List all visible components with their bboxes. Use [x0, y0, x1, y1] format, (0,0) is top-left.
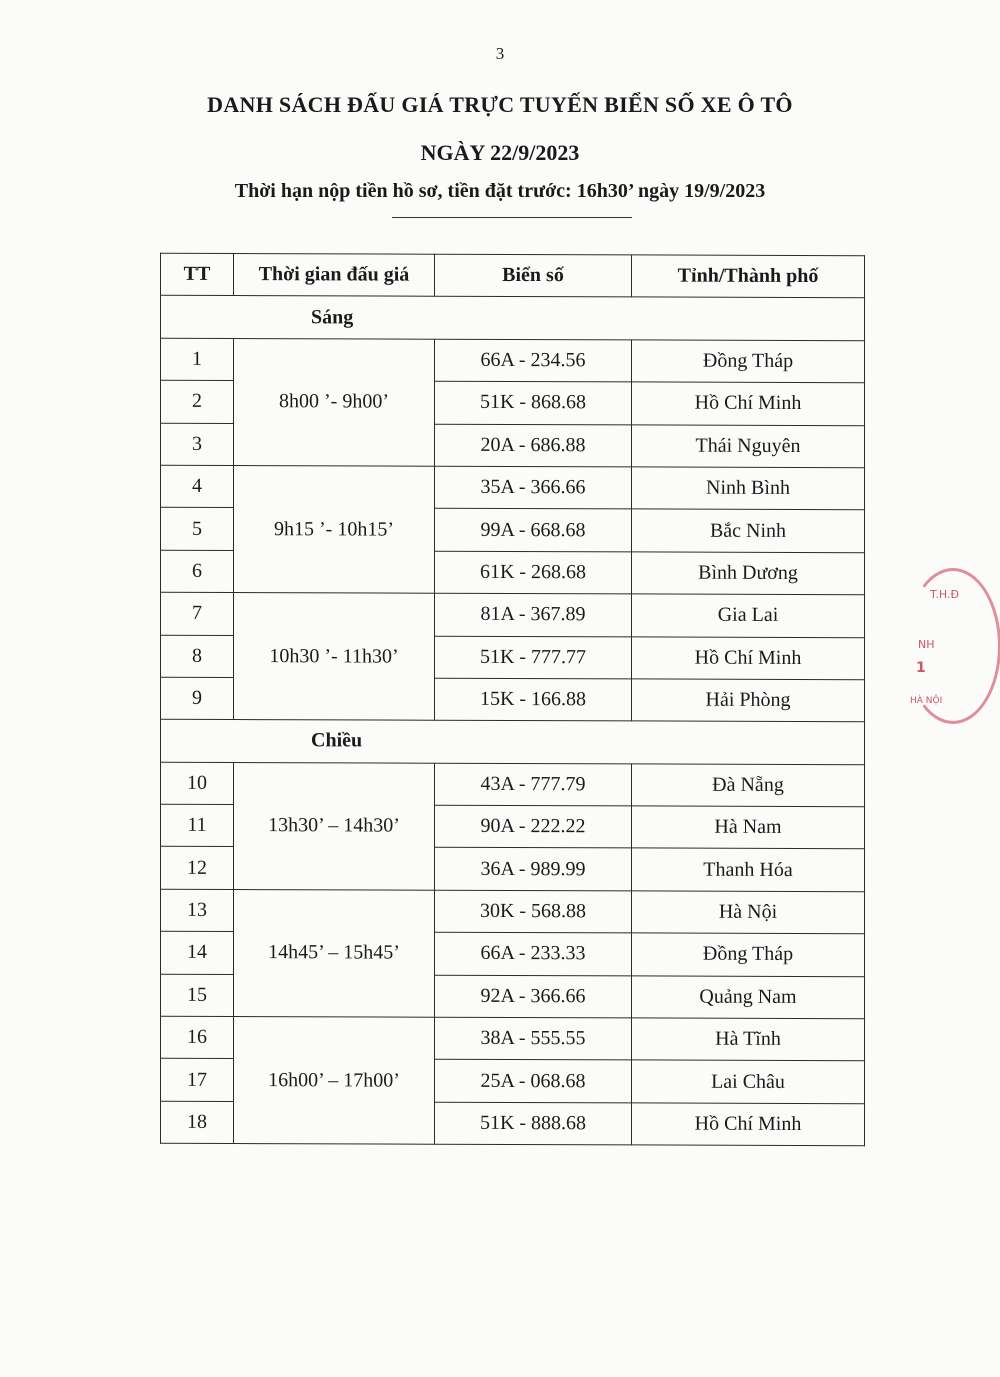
- cell-tt: 9: [161, 677, 234, 720]
- cell-time-slot: 10h30 ’- 11h30’: [234, 593, 435, 721]
- cell-plate: 99A - 668.68: [435, 509, 632, 552]
- deposit-deadline: Thời hạn nộp tiền hồ sơ, tiền đặt trước: 16h30’ ngày 19/9/2023: [234, 180, 766, 202]
- cell-tt: 3: [161, 423, 234, 466]
- cell-tt: 7: [161, 592, 234, 635]
- cell-province: Gia Lai: [632, 594, 865, 637]
- header-province: Tỉnh/Thành phố: [632, 255, 865, 298]
- cell-tt: 2: [161, 380, 234, 423]
- cell-time-slot: 8h00 ’- 9h00’: [234, 338, 435, 466]
- header-time: Thời gian đấu giá: [234, 254, 435, 297]
- cell-plate: 66A - 234.56: [435, 339, 632, 382]
- cell-province: Bắc Ninh: [632, 509, 865, 552]
- header-tt: TT: [161, 253, 234, 296]
- table-row: [161, 1016, 865, 1061]
- table-body: [161, 296, 865, 1146]
- cell-province: Lai Châu: [632, 1060, 865, 1103]
- cell-tt: 11: [161, 804, 234, 847]
- cell-tt: 5: [161, 508, 234, 551]
- cell-time-slot: 14h45’ – 15h45’: [234, 889, 435, 1017]
- cell-plate: 51K - 888.68: [435, 1102, 632, 1145]
- cell-plate: 92A - 366.66: [435, 975, 632, 1018]
- table-row: [161, 338, 865, 383]
- cell-plate: 38A - 555.55: [435, 1017, 632, 1060]
- document-date: NGÀY 22/9/2023: [420, 140, 580, 165]
- cell-tt: 10: [161, 762, 234, 805]
- cell-province: Đà Nẵng: [632, 764, 865, 807]
- cell-plate: 35A - 366.66: [435, 466, 632, 509]
- cell-plate: 20A - 686.88: [435, 424, 632, 467]
- cell-province: Hồ Chí Minh: [632, 382, 865, 425]
- cell-time-slot: 16h00’ – 17h00’: [234, 1017, 435, 1145]
- cell-province: Đồng Tháp: [632, 933, 865, 976]
- table-row: [161, 889, 865, 934]
- section-label: Sáng: [311, 305, 354, 329]
- cell-plate: 81A - 367.89: [435, 593, 632, 636]
- cell-province: Hải Phòng: [632, 679, 865, 722]
- cell-plate: 43A - 777.79: [435, 763, 632, 806]
- cell-province: Hồ Chí Minh: [632, 636, 865, 679]
- table-row: [161, 762, 865, 807]
- table-row: [161, 465, 865, 510]
- cell-tt: 4: [161, 465, 234, 508]
- title-divider: [392, 217, 632, 218]
- cell-province: Hà Nam: [632, 806, 865, 849]
- cell-plate: 61K - 268.68: [435, 551, 632, 594]
- cell-plate: 25A - 068.68: [435, 1060, 632, 1103]
- cell-province: Đồng Tháp: [632, 340, 865, 383]
- table-header-row: [161, 253, 865, 298]
- stamp-text-top: T.H.Đ: [930, 588, 960, 601]
- cell-plate: 90A - 222.22: [435, 805, 632, 848]
- cell-plate: 36A - 989.99: [435, 848, 632, 891]
- cell-province: Thái Nguyên: [632, 424, 865, 467]
- cell-tt: 18: [161, 1101, 234, 1144]
- section-label-cell: [161, 296, 865, 341]
- cell-time-slot: 13h30’ – 14h30’: [234, 762, 435, 890]
- cell-plate: 51K - 777.77: [435, 636, 632, 679]
- cell-tt: 1: [161, 338, 234, 381]
- cell-plate: 66A - 233.33: [435, 932, 632, 975]
- cell-tt: 13: [161, 889, 234, 932]
- section-label: Chiều: [311, 729, 363, 752]
- cell-plate: 51K - 868.68: [435, 381, 632, 424]
- stamp-text-num: 1: [916, 660, 926, 676]
- section-row: [161, 720, 865, 765]
- cell-plate: 15K - 166.88: [435, 678, 632, 721]
- cell-province: Quảng Nam: [632, 976, 865, 1019]
- stamp-text-bottom: HÀ NỘI: [910, 696, 943, 706]
- cell-tt: 8: [161, 635, 234, 678]
- stamp-text-mid: NH: [918, 638, 935, 651]
- document-title: DANH SÁCH ĐẤU GIÁ TRỰC TUYẾN BIỂN SỐ XE Ô TÔ: [207, 92, 793, 117]
- cell-tt: 12: [161, 847, 234, 890]
- cell-province: Hà Tĩnh: [632, 1018, 865, 1061]
- table-row: [161, 592, 865, 637]
- cell-tt: 6: [161, 550, 234, 593]
- header-plate: Biển số: [435, 254, 632, 297]
- cell-tt: 15: [161, 974, 234, 1017]
- cell-plate: 30K - 568.88: [435, 890, 632, 933]
- section-label-cell: [161, 720, 865, 765]
- cell-province: Hà Nội: [632, 891, 865, 934]
- cell-province: Hồ Chí Minh: [632, 1103, 865, 1146]
- cell-tt: 14: [161, 932, 234, 975]
- section-row: [161, 296, 865, 341]
- cell-time-slot: 9h15 ’- 10h15’: [234, 465, 435, 593]
- cell-province: Ninh Bình: [632, 467, 865, 510]
- cell-province: Bình Dương: [632, 552, 865, 595]
- auction-schedule-table: [160, 253, 865, 1147]
- cell-tt: 17: [161, 1059, 234, 1102]
- page-number: 3: [495, 44, 505, 63]
- cell-province: Thanh Hóa: [632, 848, 865, 891]
- cell-tt: 16: [161, 1016, 234, 1059]
